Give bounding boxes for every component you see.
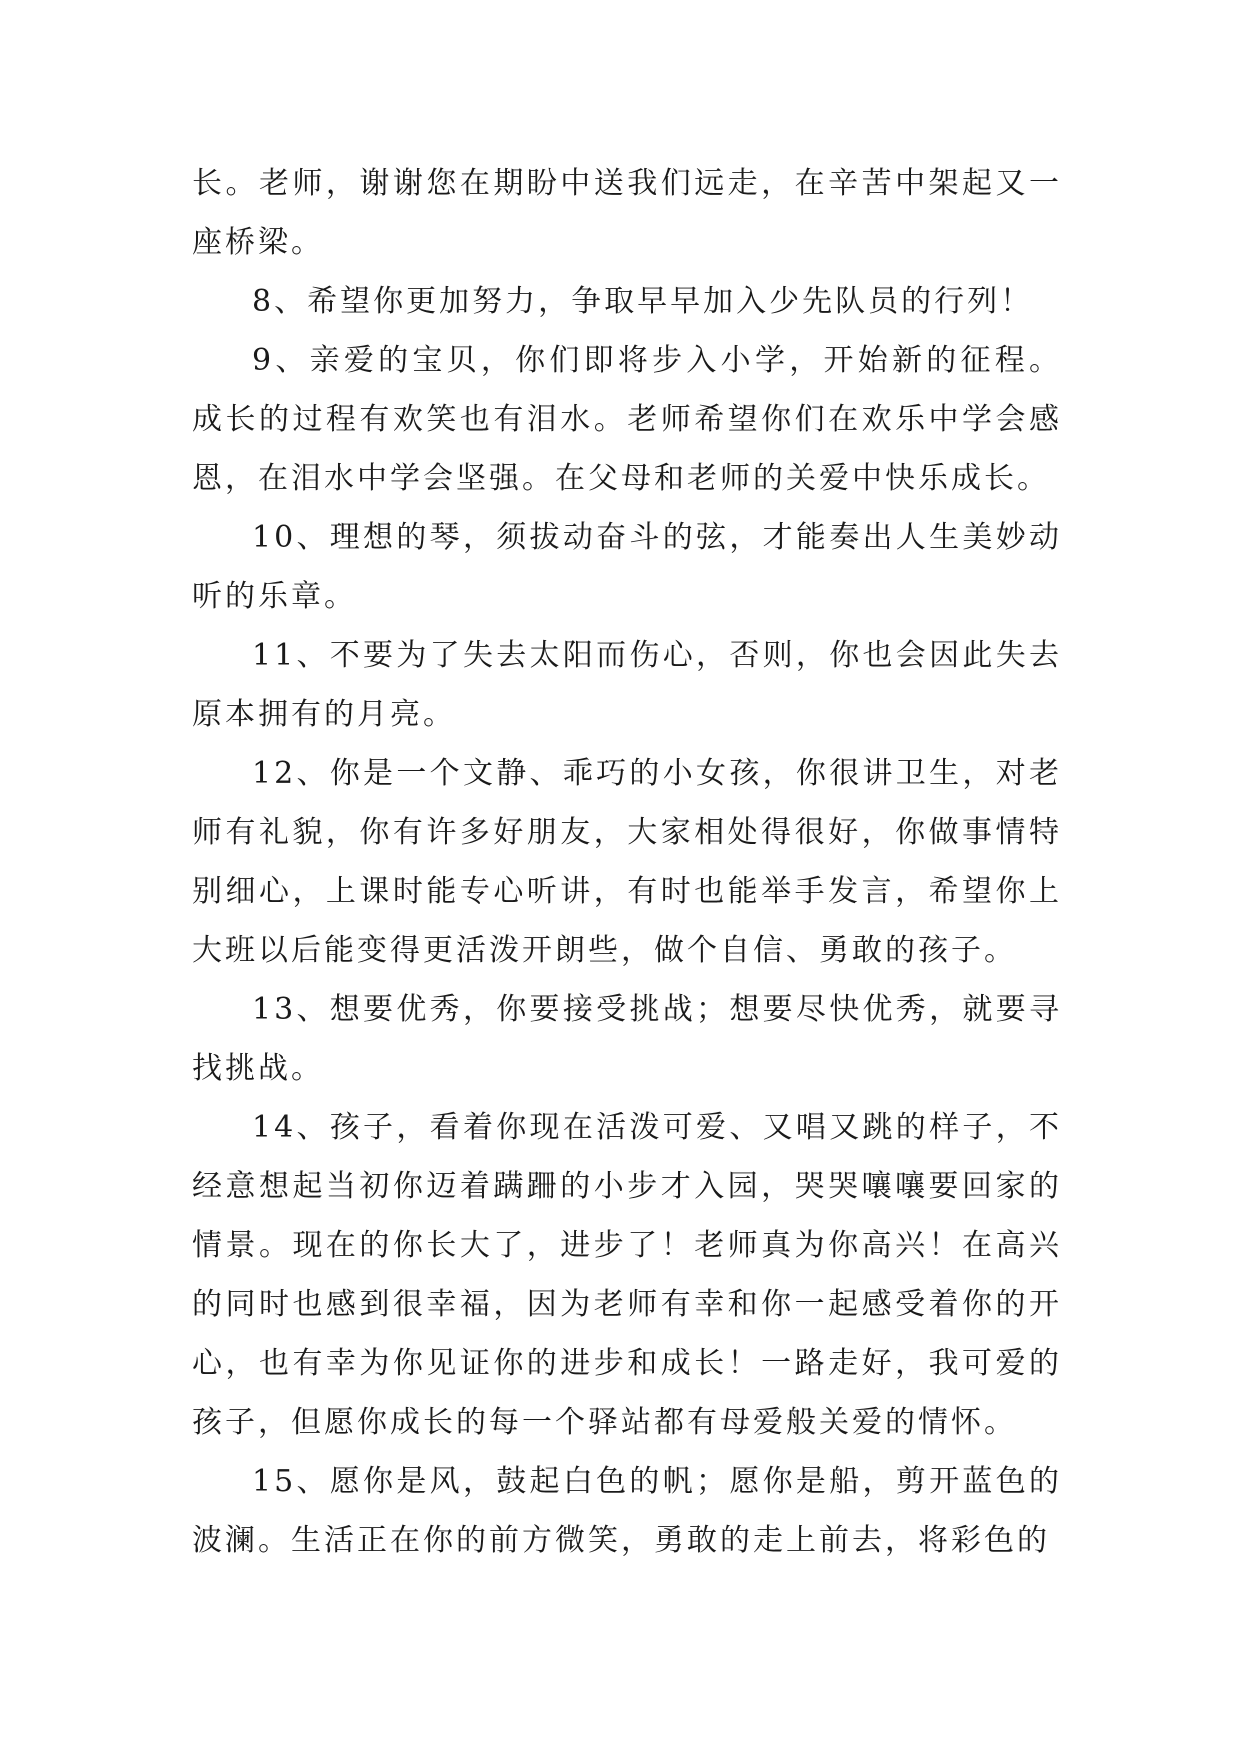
paragraph-10: 10、理想的琴，须拔动奋斗的弦，才能奏出人生美妙动听的乐章。 — [192, 520, 1062, 614]
document-body — [192, 154, 1062, 1570]
paragraph-9: 9、亲爱的宝贝，你们即将步入小学，开始新的征程。成长的过程有欢笑也有泪水。老师希望你们在欢乐中学会感恩，在泪水中学会坚强。在父母和老师的关爱中快乐成长。 — [192, 343, 1062, 496]
paragraph-11: 11、不要为了失去太阳而伤心，否则，你也会因此失去原本拥有的月亮。 — [192, 638, 1062, 732]
paragraph-14: 14、孩子，看着你现在活泼可爱、又唱又跳的样子，不经意想起当初你迈着蹒跚的小步才入园，哭哭嚷嚷要回家的情景。现在的你长大了，进步了！老师真为你高兴！在高兴的同时也感到很幸福，因为老师有幸和你一起感受着你的开心，也有幸为你见证你的进步和成长！一路走好，我可爱的孩子，但愿你成长的每一个驿站都有母爱般关爱的情怀。 — [192, 1110, 1062, 1440]
paragraph-15: 15、愿你是风，鼓起白色的帆；愿你是船，剪开蓝色的波澜。生活正在你的前方微笑，勇敢的走上前去，将彩色的 — [192, 1464, 1062, 1558]
paragraph-continuation: 长。老师，谢谢您在期盼中送我们远走，在辛苦中架起又一座桥梁。 — [192, 166, 1062, 260]
paragraph-12: 12、你是一个文静、乖巧的小女孩，你很讲卫生，对老师有礼貌，你有许多好朋友，大家相处得很好，你做事情特别细心，上课时能专心听讲，有时也能举手发言，希望你上大班以后能变得更活泼开朗些，做个自信、勇敢的孩子。 — [192, 756, 1062, 968]
paragraph-13: 13、想要优秀，你要接受挑战；想要尽快优秀，就要寻找挑战。 — [192, 992, 1062, 1086]
paragraph-8: 8、希望你更加努力，争取早早加入少先队员的行列！ — [252, 284, 1034, 319]
